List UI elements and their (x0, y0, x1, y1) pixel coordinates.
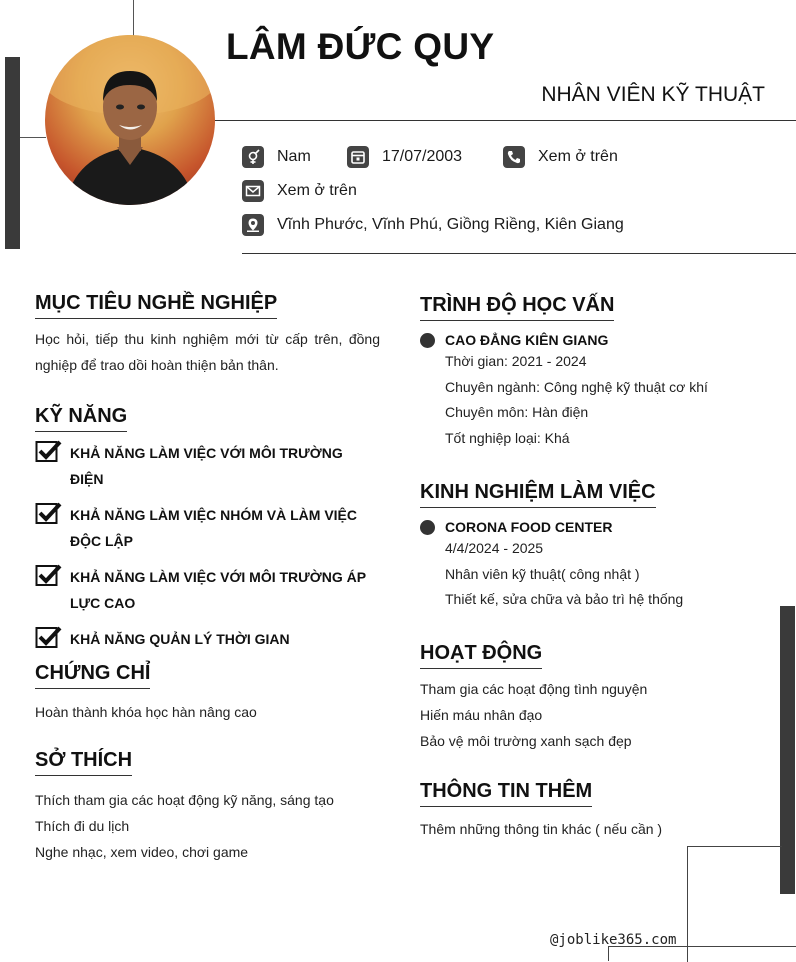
calendar-icon (347, 146, 369, 168)
school-name: CAO ĐẲNG KIÊN GIANG (445, 332, 609, 348)
skill-item (35, 440, 380, 492)
checkbox-icon (35, 625, 62, 649)
skill-item (35, 626, 380, 652)
skills-section (35, 405, 380, 652)
section-title: KINH NGHIỆM LÀM VIỆC (420, 481, 656, 508)
hobby-item: Thích đi du lịch (35, 818, 130, 834)
education-section (420, 294, 765, 451)
profile-photo (45, 35, 215, 205)
job-title: NHÂN VIÊN KỸ THUẬT (541, 83, 765, 106)
left-accent-bar (5, 57, 20, 249)
section-title: KỸ NĂNG (35, 405, 127, 432)
education-line: Chuyên môn: Hàn điện (445, 404, 589, 420)
activity-item: Bảo vệ môi trường xanh sạch đẹp (420, 733, 632, 749)
candidate-name: LÂM ĐỨC QUY (226, 26, 495, 67)
more-info-text: Thêm những thông tin khác ( nếu cần ) (420, 821, 663, 837)
birthday-value: 17/07/2003 (382, 148, 463, 165)
email-icon (242, 180, 264, 202)
top-connector-line (133, 0, 134, 38)
skill-text: KHẢ NĂNG LÀM VIỆC VỚI MÔI TRƯỜNG ÁP LỰC CAO (70, 569, 366, 611)
education-line: Chuyên ngành: Công nghệ kỹ thuật cơ khí (445, 378, 708, 395)
bullet-dot (420, 520, 435, 535)
experience-line: Nhân viên kỹ thuật( công nhật ) (445, 565, 640, 582)
section-title: SỞ THÍCH (35, 749, 132, 776)
hobby-item: Nghe nhạc, xem video, chơi game (35, 844, 249, 860)
hobby-item: Thích tham gia các hoạt động kỹ năng, sáng tạo (35, 792, 334, 808)
skill-item (35, 502, 380, 554)
corner-frame (687, 846, 782, 962)
phone-value: Xem ở trên (538, 148, 618, 165)
skill-item (35, 564, 380, 616)
photo-connector-line (20, 137, 46, 138)
skill-text: KHẢ NĂNG LÀM VIỆC NHÓM VÀ LÀM VIỆC ĐỘC LẬP (70, 507, 357, 549)
checkbox-icon (35, 439, 62, 463)
gender-value: Nam (277, 148, 311, 165)
address-value: Vĩnh Phước, Vĩnh Phú, Giồng Riềng, Kiên Giang (277, 216, 624, 233)
section-title: THÔNG TIN THÊM (420, 780, 592, 807)
watermark-text: @joblike365.com (550, 932, 677, 948)
right-accent-bar (780, 606, 795, 894)
experience-entry-header (420, 519, 765, 535)
checkbox-icon (35, 501, 62, 525)
location-icon (242, 214, 264, 236)
more-info-section (420, 780, 765, 842)
education-entry-header (420, 332, 765, 348)
experience-section (420, 481, 765, 613)
experience-line: 4/4/2024 - 2025 (445, 540, 544, 556)
activities-section (420, 642, 765, 754)
checkbox-icon (35, 563, 62, 587)
company-name: CORONA FOOD CENTER (445, 519, 613, 535)
activity-item: Tham gia các hoạt động tình nguyện (420, 681, 648, 697)
objective-text: Học hỏi, tiếp thu kinh nghiệm mới từ cấp trên, đồng nghiệp để trao dồi hoàn thiện bản thân. (35, 331, 380, 373)
education-line: Tốt nghiệp loại: Khá (445, 429, 570, 446)
section-title: TRÌNH ĐỘ HỌC VẤN (420, 294, 614, 321)
hobbies-section (35, 749, 380, 865)
skill-text: KHẢ NĂNG LÀM VIỆC VỚI MÔI TRƯỜNG ĐIỆN (70, 445, 343, 487)
experience-line: Thiết kế, sửa chữa và bảo trì hệ thống (445, 591, 684, 607)
email-value: Xem ở trên (277, 182, 357, 199)
bottom-tick-line (608, 946, 609, 961)
section-title: HOẠT ĐỘNG (420, 642, 542, 669)
bullet-dot (420, 333, 435, 348)
certificates-section (35, 662, 380, 725)
phone-icon (503, 146, 525, 168)
activity-item: Hiến máu nhân đạo (420, 707, 543, 723)
education-line: Thời gian: 2021 - 2024 (445, 353, 587, 369)
contact-divider (242, 253, 796, 254)
section-title: MỤC TIÊU NGHỀ NGHIỆP (35, 292, 277, 319)
section-title: CHỨNG CHỈ (35, 662, 150, 689)
objective-section (35, 292, 380, 378)
skill-text: KHẢ NĂNG QUẢN LÝ THỜI GIAN (70, 631, 290, 647)
gender-icon (242, 146, 264, 168)
title-divider (215, 120, 796, 121)
certificate-text: Hoàn thành khóa học hàn nâng cao (35, 704, 257, 720)
